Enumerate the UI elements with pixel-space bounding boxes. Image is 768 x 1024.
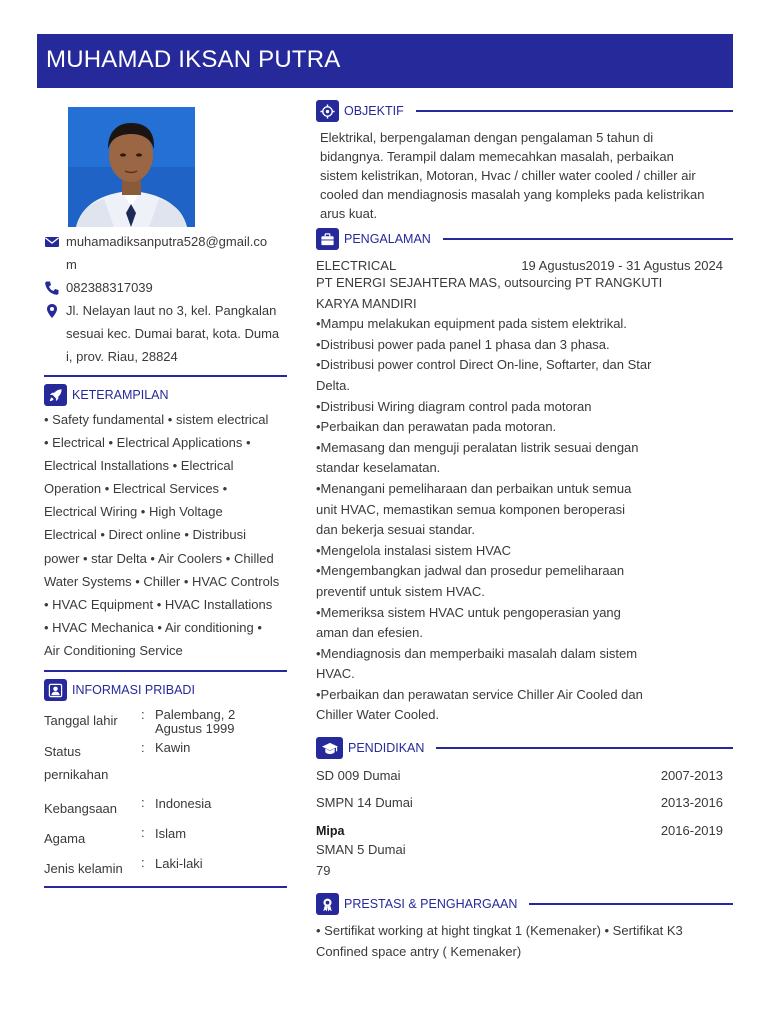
education-name: SD 009 Dumai [316, 768, 401, 783]
rocket-icon [48, 388, 63, 403]
education-entry-details [316, 840, 733, 881]
experience-line: •Distribusi power control Direct On-line, Softarter, dan Star [316, 357, 652, 373]
education-badge [316, 737, 343, 759]
birth-value-line-1: Palembang, 2 [155, 707, 236, 723]
gender-value: Laki-laki [155, 856, 203, 872]
section-head-objective [316, 100, 733, 122]
skills-line: Water Systems • Chiller • HVAC Controls [44, 573, 280, 589]
phone-number: 082388317039 [66, 280, 153, 295]
education-entry [316, 822, 733, 840]
experience-line: •Perbaikan dan perawatan pada motoran. [316, 419, 557, 435]
experience-header-row [316, 258, 733, 273]
objective-line: sistem kelistrikan, Motoran, Hvac / chiller water cooled / chiller air [320, 168, 696, 183]
objective-line: Elektrikal, berpengalaman dengan pengalaman 5 tahun di [320, 130, 654, 145]
status-value: Kawin [155, 740, 191, 756]
birth-value-line-2: Agustus 1999 [155, 721, 235, 737]
address-line-2: sesuai kec. Dumai barat, kota. Duma [66, 326, 280, 341]
objective-text [316, 128, 733, 223]
profile-photo [68, 107, 195, 227]
info-row-status [44, 740, 287, 792]
skills-line: • Safety fundamental • sistem electrical [44, 412, 269, 427]
experience-line: •Memasang dan menguji peralatan listrik sesuai dengan [316, 439, 639, 455]
experience-line: KARYA MANDIRI [316, 295, 417, 311]
awards-title: PRESTASI & PENGHARGAAN [344, 897, 518, 911]
map-pin-icon [44, 303, 60, 319]
colon: : [141, 795, 145, 811]
experience-line: •Mengembangkan jadwal dan prosedur pemeliharaan [316, 563, 625, 579]
experience-line: •Mendiagnosis dan memperbaiki masalah dalam sistem [316, 645, 638, 661]
email-line-1: muhamadiksanputra528@gmail.co [66, 234, 268, 249]
candidate-name: MUHAMAD IKSAN PUTRA [46, 46, 341, 73]
address-line-3: i, prov. Riau, 28824 [66, 349, 178, 364]
objective-title: OBJEKTIF [344, 104, 404, 118]
experience-line: standar keselamatan. [316, 460, 441, 476]
experience-section [316, 228, 733, 726]
education-years: 2007-2013 [660, 768, 723, 783]
section-rule [416, 110, 733, 112]
religion-label: Agama [44, 831, 86, 847]
experience-line: Chiller Water Cooled. [316, 707, 440, 723]
education-school: SMAN 5 Dumai [316, 842, 406, 857]
section-rule [529, 903, 733, 905]
experience-badge [316, 228, 339, 250]
skills-line: Electrical • Direct online • Distribusi [44, 527, 246, 543]
experience-line: •Mampu melakukan equipment pada sistem elektrikal. [316, 316, 627, 332]
colon: : [141, 740, 145, 756]
religion-value: Islam [155, 826, 187, 842]
divider [44, 670, 287, 672]
personal-title: INFORMASI PRIBADI [72, 683, 195, 698]
objective-line: cooled dan mendiagnosis masalah yang kompleks pada kelistrikan [320, 187, 705, 202]
birth-label: Tanggal lahir [44, 713, 118, 729]
section-rule [436, 747, 733, 749]
education-section [316, 737, 733, 881]
experience-line: unit HVAC, memastikan semua komponen beroperasi [316, 501, 626, 517]
skills-line: Operation • Electrical Services • [44, 481, 228, 497]
experience-line: •Mengelola instalasi sistem HVAC [316, 542, 512, 558]
graduation-cap-icon [321, 741, 339, 756]
status-label-line-2: pernikahan [44, 767, 109, 783]
education-name: Mipa [316, 824, 345, 838]
skills-line: power • star Delta • Air Coolers • Chilled [44, 550, 274, 566]
envelope-icon [44, 234, 60, 250]
experience-line: Delta. [316, 377, 350, 393]
info-row-nationality [44, 792, 287, 822]
phone-icon [44, 280, 60, 296]
section-head-experience [316, 228, 733, 250]
person-icon [48, 683, 63, 698]
left-column [44, 230, 287, 888]
awards-line: Confined space antry ( Kemenaker) [316, 943, 522, 959]
section-head-education [316, 737, 733, 759]
award-ribbon-icon [320, 897, 335, 912]
skills-line: Electrical Installations • Electrical [44, 458, 234, 474]
experience-line: •Perbaikan dan perawatan service Chiller Air Cooled dan [316, 686, 643, 702]
education-years: 2016-2019 [660, 823, 723, 838]
colon: : [141, 855, 145, 871]
education-entry [316, 767, 733, 785]
education-entry [316, 794, 733, 812]
awards-badge [316, 893, 339, 915]
education-years: 2013-2016 [660, 795, 723, 810]
experience-line: aman dan efesien. [316, 625, 423, 641]
section-head-skills [44, 384, 287, 406]
awards-line: • Sertifikat working at hight tingkat 1 (Kemenaker) • Sertifikat K3 [316, 923, 683, 938]
info-row-religion [44, 822, 287, 852]
objective-badge [316, 100, 339, 122]
info-row-gender [44, 852, 287, 882]
experience-line: dan bekerja sesuai standar. [316, 522, 475, 538]
experience-line: PT ENERGI SEJAHTERA MAS, outsourcing PT RANGKUTI [316, 275, 663, 290]
status-label-line-1: Status [44, 744, 81, 760]
objective-line: arus kuat. [320, 206, 378, 221]
experience-line: •Menangani pemeliharaan dan perbaikan untuk semua [316, 480, 632, 496]
experience-role: ELECTRICAL [316, 258, 397, 273]
education-score: 79 [316, 862, 331, 878]
divider [44, 375, 287, 377]
contact-phone[interactable] [44, 276, 287, 299]
experience-line: •Distribusi power pada panel 1 phasa dan 3 phasa. [316, 336, 610, 352]
skills-line: Electrical Wiring • High Voltage [44, 504, 223, 520]
experience-line: •Distribusi Wiring diagram control pada motoran [316, 398, 592, 414]
skills-line: • HVAC Equipment • HVAC Installations [44, 596, 273, 612]
education-title: PENDIDIKAN [348, 741, 425, 755]
objective-section [316, 100, 733, 223]
education-name: SMPN 14 Dumai [316, 795, 413, 810]
nationality-label: Kebangsaan [44, 801, 118, 817]
experience-line: preventif untuk sistem HVAC. [316, 583, 485, 599]
skills-line: • Electrical • Electrical Applications • [44, 435, 251, 451]
skills-line: Air Conditioning Service [44, 642, 183, 658]
objective-line: bidangnya. Terampil dalam memecahkan masalah, perbaikan [320, 149, 674, 164]
profile-portrait-icon [68, 107, 195, 227]
briefcase-icon [320, 232, 335, 247]
status-label [44, 740, 139, 786]
section-head-awards [316, 893, 733, 915]
contact-address [44, 299, 287, 368]
colon: : [141, 707, 145, 723]
address-line-1: Jl. Nelayan laut no 3, kel. Pangkalan [66, 303, 277, 318]
experience-details [316, 273, 733, 726]
awards-section [316, 893, 733, 962]
colon: : [141, 825, 145, 841]
skills-list [44, 408, 287, 662]
gender-label: Jenis kelamin [44, 861, 123, 877]
experience-title: PENGALAMAN [344, 232, 431, 246]
section-rule [443, 238, 733, 240]
experience-period: 19 Agustus2019 - 31 Agustus 2024 [521, 258, 723, 273]
header-bar [37, 34, 733, 88]
info-row-birth [44, 708, 287, 740]
birth-value [155, 708, 285, 736]
experience-line: •Memeriksa sistem HVAC untuk pengoperasian yang [316, 604, 621, 620]
section-head-personal [44, 679, 287, 701]
divider [44, 886, 287, 888]
email-line-2: m [66, 257, 77, 272]
experience-line: HVAC. [316, 666, 355, 682]
nationality-value: Indonesia [155, 796, 212, 812]
target-icon [320, 104, 335, 119]
personal-badge [44, 679, 67, 701]
skills-title: KETERAMPILAN [72, 388, 169, 402]
skills-badge [44, 384, 67, 406]
awards-text [316, 921, 733, 962]
skills-line: • HVAC Mechanica • Air conditioning • [44, 619, 262, 635]
contact-email[interactable] [44, 230, 287, 276]
